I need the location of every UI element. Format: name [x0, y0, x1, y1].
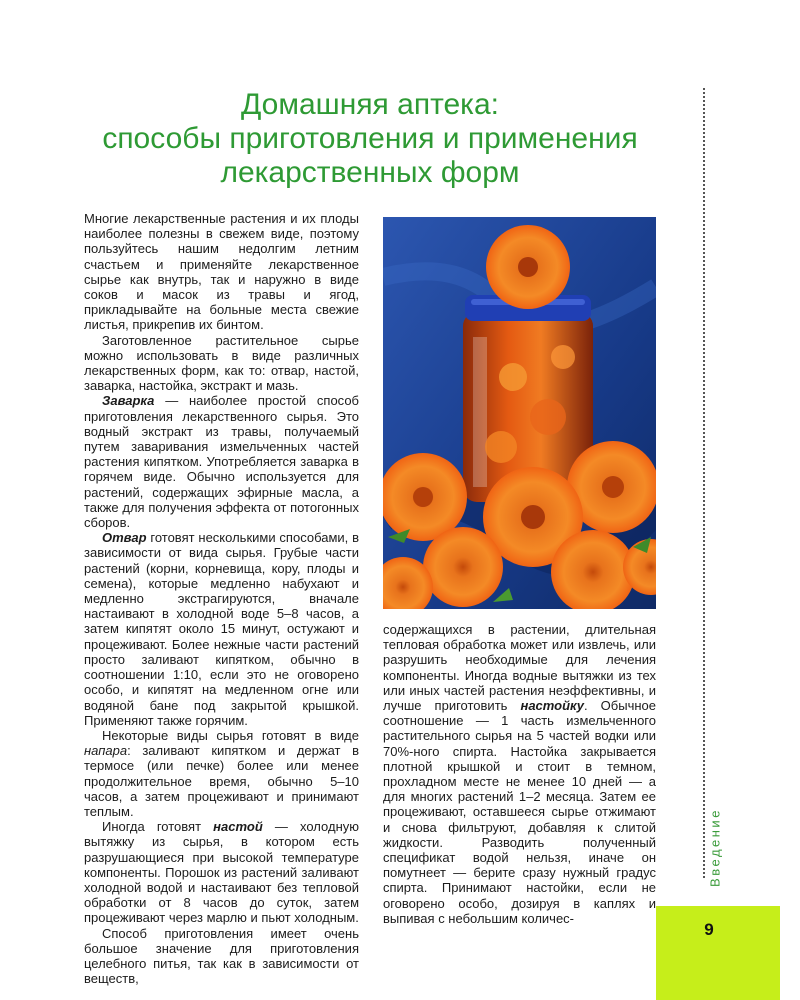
page-number-box: [656, 906, 780, 1000]
title-line-2: способы приготовления и применения: [102, 122, 638, 155]
term-napar: напара: [84, 743, 128, 759]
title-line-3: лекарственных форм: [220, 156, 520, 189]
text-column-right: [383, 622, 656, 926]
section-label: Введение: [707, 808, 723, 887]
nastoyka-text-a: содержащихся в растении, длительная тепловая обработка может или извлечь, или разрушить необходимые для лечения компоненты. Иногда водные вытяжки из тех или иных частей растения неэффективны, и лучше приготовить: [383, 622, 656, 714]
paragraph-otvar: [84, 530, 359, 728]
paragraph-nastoyka: [383, 622, 656, 926]
top-flower: [486, 225, 570, 309]
calendula-jar-illustration: [383, 217, 656, 609]
napar-text-a: Некоторые виды сырья готовят в виде: [102, 727, 359, 743]
calendula-jar-photo: [383, 217, 656, 609]
nastoyka-text-b: . Обычное соотношение — 1 часть измельченного растительного сырья на 5 частей водки или 70%-ного спирта. Настойка закрывается плотной крышкой и стоит в темном, прохладном месте не менее 10 дней — а для многих растений 1–2 месяца. Затем ее процеживают, оставшееся сырье отжимают и снова фильтруют, добавляя к слитой жидкости. Разводить полученный спецификат водой нельзя, иначе он помутнеет — берите сразу нужный градус спирта. Принимают настойки, если не оговорено особо, дозируя в каплях и выпивая с небольшим количес-: [383, 698, 656, 926]
paragraph-napar: [84, 728, 359, 819]
page-title: [60, 88, 680, 190]
text-column-left: [84, 211, 359, 986]
paragraph-nastoy: [84, 819, 359, 925]
napar-text-b: : заливают кипятком и держат в термосе (или печке) более или менее продолжительное время, обычно 5–10 часов, а затем процеживают и принимают теплым.: [84, 743, 359, 819]
dotted-divider: [703, 88, 705, 878]
nastoy-text-a: Иногда готовят: [102, 819, 214, 835]
otvar-text: готовят несколькими способами, в зависимости от вида сырья. Грубые части растений (корни, корневища, кору, плоды и семена), которые медленно набухают и медленно экстрагируются, вначале настаивают в холодной воде 5–8 часов, а затем кипятят около 15 минут, остужают и процеживают. Более нежные части растений просто заливают кипятком, обычно в соотношении 1:10, если это не оговорено особо, и кипятят на медленном огне или водяной бане под закрытой крышкой. Применяют также горячим.: [84, 530, 359, 728]
term-zavarka: Заварка: [102, 393, 155, 409]
term-nastoy: настой: [213, 819, 263, 835]
term-nastoyka: настойку: [520, 698, 585, 714]
title-line-1: Домашняя аптека:: [241, 88, 499, 121]
page-number: 9: [704, 920, 714, 939]
paragraph-zavarka: [84, 393, 359, 530]
nastoy-text-b: — холодную вытяжку из сырья, в котором есть разрушающиеся при высокой температуре компоненты. Порошок из растений заливают холодной водой и настаивают без тепловой обработки от 8 часов до суток, затем процеживают через марлю и пьют холодным.: [84, 819, 359, 926]
paragraph-intro: Многие лекарственные растения и их плоды наиболее полезны в свежем виде, поэтому пользуйтесь нашим недолгим летним счастьем и применяйте лекарственное сырье как внутрь, так и наружно в виде соков и масок из травы и ягод, прикладывайте на больные места свежие листья, прикрепив их бинтом.: [84, 211, 359, 333]
term-otvar: Отвар: [102, 530, 147, 546]
paragraph-method: Способ приготовления имеет очень большое значение для приготовления целебного питья, так как в зависимости от веществ,: [84, 925, 359, 987]
zavarka-text: — наиболее простой способ приготовления лекарственного сырья. Это водный экстракт из травы, получаемый путем заваривания измельченных частей растения кипятком. Употребляется заварка в горячем виде. Обычно используется для растений, содержащих эфирные масла, а также для получения эффекта от потогонных сборов.: [84, 393, 359, 531]
paragraph-forms: Заготовленное растительное сырье можно использовать в виде различных лекарственных форм, как то: отвар, настой, заварка, настойка, экстракт и мазь.: [84, 332, 359, 394]
